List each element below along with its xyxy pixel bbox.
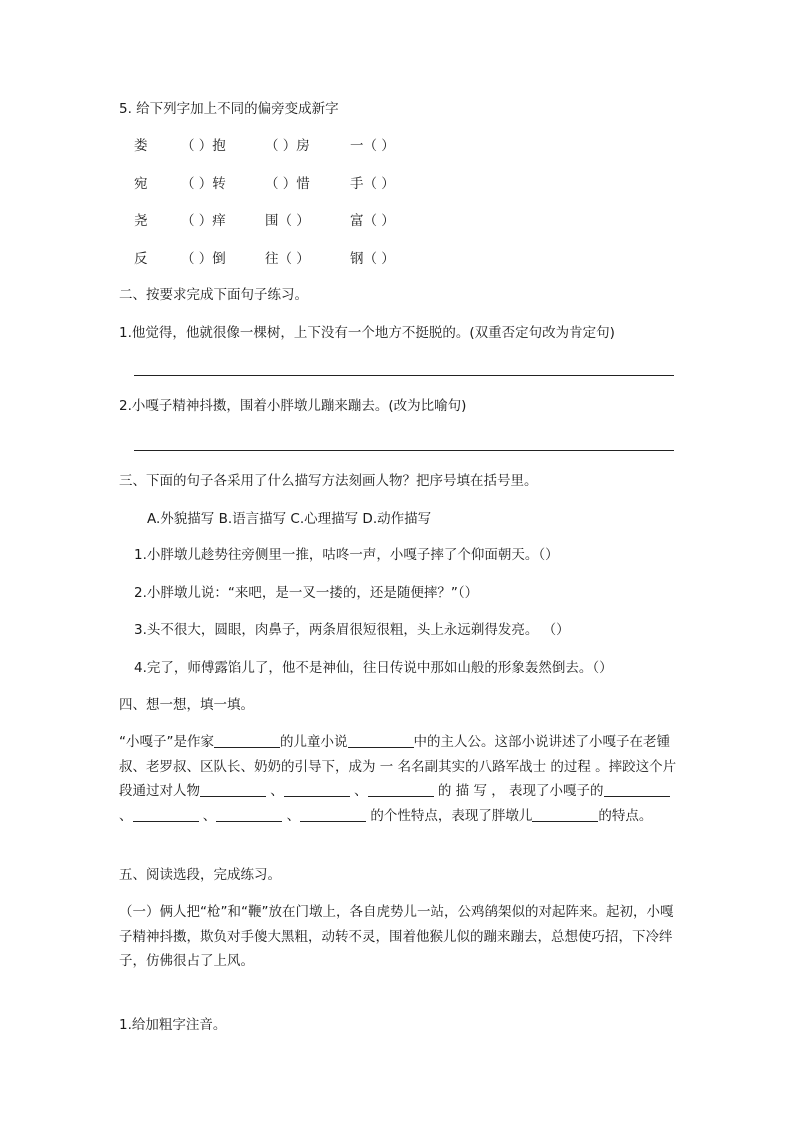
blank[interactable] (133, 807, 199, 822)
radical-row (134, 250, 434, 288)
blank[interactable] (284, 782, 350, 797)
para-sep: 、 (282, 807, 301, 824)
reading-passage: （一）俩人把“枪”和“鞭”放在门墩上，各自虎势儿一站，公鸡鹐架似的对起阵来。起初，小嘎子精神抖擞，欺负对手傻大黑粗，动转不灵，围着他猴儿似的蹦来蹦去，总想使巧招，下冷绊子，仿佛很占了上风。 (119, 904, 674, 969)
para-sep: 、 (198, 807, 217, 824)
fill-cell: （ ）房 (265, 138, 310, 154)
sec3-item: 4.完了，师傅露馅儿了，他不是神仙，往日传说中那如山般的形象轰然倒去。（） (134, 660, 613, 676)
section-3-title: 三、下面的句子各采用了什么描写方法刻画人物？把序号填在括号里。 (119, 473, 538, 489)
q5-title: 5. 给下列字加上不同的偏旁变成新字 (119, 101, 339, 117)
fill-cell: （ ）抱 (181, 138, 226, 154)
fill-cell: （ ）惜 (265, 175, 310, 192)
sec3-item: 3.头不很大，圆眼，肉鼻子，两条眉很短很粗，头上永远剃得发亮。 （） (134, 622, 570, 638)
sec2-question-1: 1.他觉得，他就很像一棵树，上下没有一个地方不挺脱的。(双重否定句改为肯定句) (119, 325, 615, 341)
radical-row (134, 212, 434, 250)
section-5-title: 五、阅读选段，完成练习。 (119, 867, 281, 883)
blank[interactable] (200, 782, 266, 797)
blank[interactable] (216, 807, 282, 822)
radical-row (134, 137, 434, 175)
blank[interactable] (300, 807, 366, 822)
base-char: 宛 (134, 175, 148, 192)
blank[interactable] (348, 733, 414, 748)
fill-cell: 一（ ） (350, 138, 395, 154)
sec3-item: 2.小胖墩儿说：“来吧，是一叉一搂的，还是随便摔？”（） (134, 585, 479, 601)
blank[interactable] (368, 782, 434, 797)
para-sep: 、 (266, 783, 284, 799)
base-char: 反 (134, 250, 148, 267)
fill-in-paragraph (119, 730, 679, 828)
fill-cell: 手（ ） (350, 175, 395, 192)
base-char: 尧 (134, 213, 148, 229)
fill-cell: 往（ ） (265, 250, 310, 267)
para-sep: 、 (119, 807, 133, 824)
para-text: 中的主人公。这部小说讲述了小嘎子在老锺叔、老罗叔、区队长、奶奶的引导下，成为 一 名名副其实的八路军战士 的过程 。摔跤这个片段通过对人物 (119, 734, 677, 799)
fill-cell: （ ）痒 (181, 213, 226, 229)
fill-cell: 钢（ ） (350, 250, 395, 267)
blank[interactable] (604, 782, 670, 797)
blank[interactable] (532, 807, 598, 822)
sec3-item: 1.小胖墩儿趁势往旁侧里一推，咕咚一声，小嘎子摔了个仰面朝天。（） (134, 547, 559, 563)
para-text: “小嘎子”是作家 (119, 734, 214, 750)
para-sep: 、 (349, 783, 368, 799)
base-char: 娄 (134, 138, 148, 154)
sec3-options: A.外貌描写 B.语言描写 C.心理描写 D.动作描写 (147, 511, 432, 527)
para-text: 的 描 写 ， 表现了小嘎子的 (433, 783, 604, 799)
section-2-title: 二、按要求完成下面句子练习。 (119, 287, 308, 303)
answer-line[interactable] (134, 450, 674, 451)
sec5-question-1: 1.给加粗字注音。 (119, 1017, 227, 1033)
fill-cell: 围（ ） (265, 213, 310, 229)
radical-row (134, 175, 434, 213)
fill-cell: （ ）转 (181, 175, 226, 192)
para-text: 的儿童小说 (280, 734, 348, 750)
para-text: 的特点。 (598, 807, 653, 824)
para-text: 的个性特点，表现了胖墩儿 (366, 807, 533, 824)
section-4-title: 四、想一想，填一填。 (119, 697, 254, 713)
fill-cell: （ ）倒 (181, 250, 226, 267)
sec2-question-2: 2.小嘎子精神抖擞，围着小胖墩儿蹦来蹦去。(改为比喻句) (119, 398, 467, 414)
blank[interactable] (214, 733, 280, 748)
answer-line[interactable] (134, 375, 674, 376)
radical-exercise-grid (134, 137, 434, 287)
fill-cell: 富（ ） (350, 213, 395, 229)
